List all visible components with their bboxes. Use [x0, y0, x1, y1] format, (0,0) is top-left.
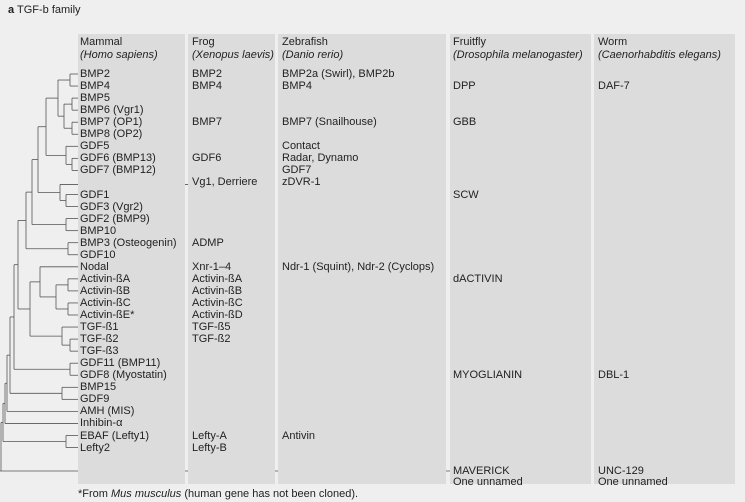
gene-mammal: GDF5: [80, 140, 110, 153]
gene-mammal: TGF-ß2: [80, 333, 119, 346]
gene-frog: Activin-ßD: [192, 309, 243, 321]
gene-zebrafish: BMP7 (Snailhouse): [282, 116, 377, 129]
gene-mammal: BMP7 (OP1): [80, 116, 143, 129]
gene-mammal: BMP8 (OP2): [80, 128, 143, 141]
gene-mammal: BMP6 (Vgr1): [80, 104, 144, 117]
gene-zebrafish: zDVR-1: [282, 176, 321, 189]
gene-mammal: BMP15: [80, 381, 117, 394]
gene-zebrafish: Antivin: [282, 429, 316, 442]
gene-mammal: Activin-ßE*: [80, 309, 135, 321]
gene-mammal: BMP4: [80, 80, 110, 93]
gene-frog: Vg1, Derriere: [192, 176, 258, 189]
column-species: (Homo sapiens): [80, 49, 158, 61]
gene-frog: TGF-ß5: [192, 321, 231, 334]
gene-mammal: GDF10: [80, 248, 116, 261]
gene-mammal: Nodal: [80, 260, 109, 273]
gene-frog: ADMP: [192, 236, 224, 249]
footnote: [78, 488, 358, 500]
footnote-suffix: (human gene has not been cloned).: [181, 488, 359, 500]
gene-mammal: GDF2 (BMP9): [80, 212, 150, 225]
gene-zebrafish: BMP2a (Swirl), BMP2b: [282, 68, 395, 80]
gene-frog: TGF-ß2: [192, 333, 231, 346]
gene-mammal: AMH (MIS): [80, 405, 135, 418]
gene-worm: DAF-7: [598, 80, 630, 93]
gene-zebrafish: Radar, Dynamo: [282, 152, 359, 165]
gene-mammal: GDF1: [80, 188, 110, 201]
gene-mammal: TGF-ß1: [80, 321, 119, 334]
column-species: (Caenorhabditis elegans): [598, 49, 721, 61]
gene-fruitfly: GBB: [453, 116, 477, 129]
gene-fruitfly: DPP: [453, 80, 476, 93]
gene-worm: DBL-1: [598, 369, 630, 382]
gene-frog: Xnr-1–4: [192, 260, 232, 273]
gene-fruitfly: One unnamed: [453, 476, 523, 488]
gene-mammal: Inhibin-α: [80, 417, 123, 430]
column-name: Zebrafish: [282, 36, 328, 48]
figure-title-text: TGF-b family: [16, 4, 81, 16]
gene-fruitfly: SCW: [453, 188, 479, 201]
gene-mammal: Activin-ßC: [80, 296, 131, 309]
gene-frog: BMP2: [192, 68, 222, 80]
gene-fruitfly: dACTIVIN: [453, 272, 503, 285]
gene-frog: Activin-ßC: [192, 296, 243, 309]
column-band-worm: [594, 34, 735, 484]
gene-mammal: GDF8 (Myostatin): [80, 369, 167, 382]
gene-mammal: EBAF (Lefty1): [80, 429, 150, 442]
column-species: (Drosophila melanogaster): [453, 49, 583, 61]
panel-letter: a: [8, 4, 15, 16]
column-header-zebrafish: [282, 36, 343, 62]
gene-frog: Activin-ßA: [192, 272, 243, 285]
column-band-frog: [188, 34, 275, 484]
gene-frog: BMP4: [192, 80, 222, 93]
gene-mammal: Activin-ßA: [80, 272, 131, 285]
gene-mammal: Lefty2: [80, 441, 110, 454]
gene-zebrafish: Contact: [282, 140, 320, 153]
column-band-zebrafish: [278, 34, 446, 484]
gene-mammal: Activin-ßB: [80, 284, 131, 297]
gene-mammal: TGF-ß3: [80, 345, 119, 358]
column-species: (Danio rerio): [282, 49, 344, 61]
gene-worm: One unnamed: [598, 476, 668, 488]
column-header-mammal: [80, 36, 158, 62]
footnote-prefix: *From: [78, 488, 111, 500]
gene-frog: Lefty-B: [192, 441, 227, 454]
gene-worm: UNC-129: [598, 465, 644, 477]
column-name: Mammal: [80, 36, 123, 48]
gene-mammal: BMP3 (Osteogenin): [80, 236, 177, 249]
column-header-frog: [192, 36, 274, 62]
column-name: Worm: [598, 36, 628, 48]
gene-mammal: BMP10: [80, 224, 117, 237]
gene-fruitfly: MYOGLIANIN: [453, 369, 523, 382]
gene-mammal: GDF7 (BMP12): [80, 164, 156, 177]
gene-mammal: BMP2: [80, 68, 110, 80]
column-name: Fruitfly: [453, 36, 486, 48]
gene-frog: GDF6: [192, 152, 222, 165]
gene-mammal: GDF11 (BMP11): [80, 357, 161, 370]
gene-zebrafish: Ndr-1 (Squint), Ndr-2 (Cyclops): [282, 260, 435, 273]
gene-zebrafish: BMP4: [282, 80, 312, 93]
gene-mammal: BMP5: [80, 92, 110, 105]
column-name: Frog: [192, 36, 215, 48]
gene-mammal: GDF3 (Vgr2): [80, 200, 143, 213]
gene-frog: Activin-ßB: [192, 284, 243, 297]
gene-mammal: GDF9: [80, 393, 110, 406]
column-band-fruitfly: [450, 34, 591, 484]
column-header-worm: [598, 36, 721, 62]
gene-mammal: GDF6 (BMP13): [80, 152, 156, 165]
gene-frog: BMP7: [192, 116, 222, 129]
gene-zebrafish: GDF7: [282, 164, 312, 177]
gene-frog: Lefty-A: [192, 429, 227, 442]
column-species: (Xenopus laevis): [192, 49, 274, 61]
gene-fruitfly: MAVERICK: [453, 465, 510, 477]
column-header-fruitfly: [453, 36, 583, 62]
footnote-species: Mus musculus: [111, 488, 182, 500]
